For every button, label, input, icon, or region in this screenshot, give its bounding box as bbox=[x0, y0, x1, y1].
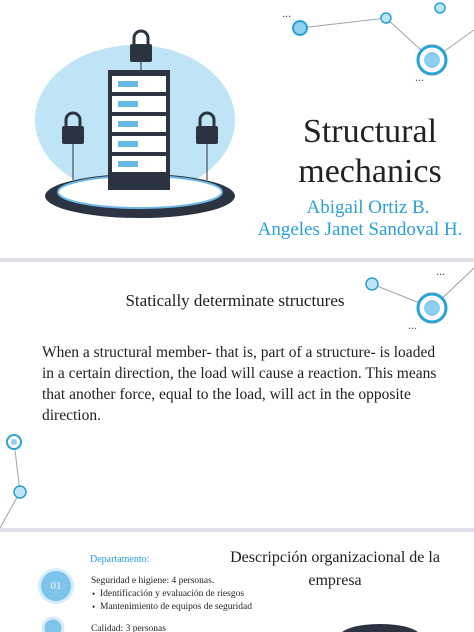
network-node-core bbox=[424, 52, 440, 68]
page-title: Structural mechanics bbox=[298, 113, 442, 190]
number-badge bbox=[43, 618, 63, 632]
decor-dots: ... bbox=[415, 70, 424, 84]
org-slide bbox=[0, 532, 474, 632]
section-title: Statically determinate structures bbox=[125, 291, 345, 310]
number-badge: 01 bbox=[38, 568, 74, 604]
network-node bbox=[14, 486, 26, 498]
server-lock-icon bbox=[35, 31, 235, 218]
author-name: Abigail Ortiz B. bbox=[306, 197, 430, 218]
bullet-icon: • bbox=[92, 589, 96, 599]
content-slide bbox=[0, 262, 474, 528]
decor-dots: ... bbox=[408, 318, 417, 332]
decor-shape bbox=[340, 624, 420, 632]
network-node bbox=[381, 13, 391, 23]
decor-dots: ... bbox=[436, 264, 445, 278]
section-title: Descripción organizacional de la empresa bbox=[230, 549, 440, 589]
author-name: Angeles Janet Sandoval H. bbox=[257, 219, 463, 240]
network-node-core bbox=[424, 300, 440, 316]
list-item: Seguridad e higiene: 4 personas. bbox=[91, 576, 215, 586]
list-item: Calidad: 3 personas bbox=[91, 624, 166, 632]
department-label: Departamento: bbox=[90, 554, 150, 565]
title-slide bbox=[0, 0, 474, 258]
network-decoration bbox=[300, 18, 474, 60]
list-item: Identificación y evaluación de riesgos bbox=[100, 589, 245, 599]
bullet-icon: • bbox=[92, 602, 96, 612]
network-node bbox=[435, 3, 445, 13]
network-node bbox=[293, 21, 307, 35]
body-text: When a structural member- that is, part of a structure- is loaded in a certain direction, the load will cause a reaction. This means that another force, equal to the load, will act in the opposite direction. bbox=[42, 344, 437, 424]
list-item: Mantenimiento de equipos de seguridad bbox=[100, 602, 252, 612]
network-node-core bbox=[11, 439, 17, 445]
decor-dots: ... bbox=[282, 6, 291, 20]
network-node bbox=[366, 278, 378, 290]
